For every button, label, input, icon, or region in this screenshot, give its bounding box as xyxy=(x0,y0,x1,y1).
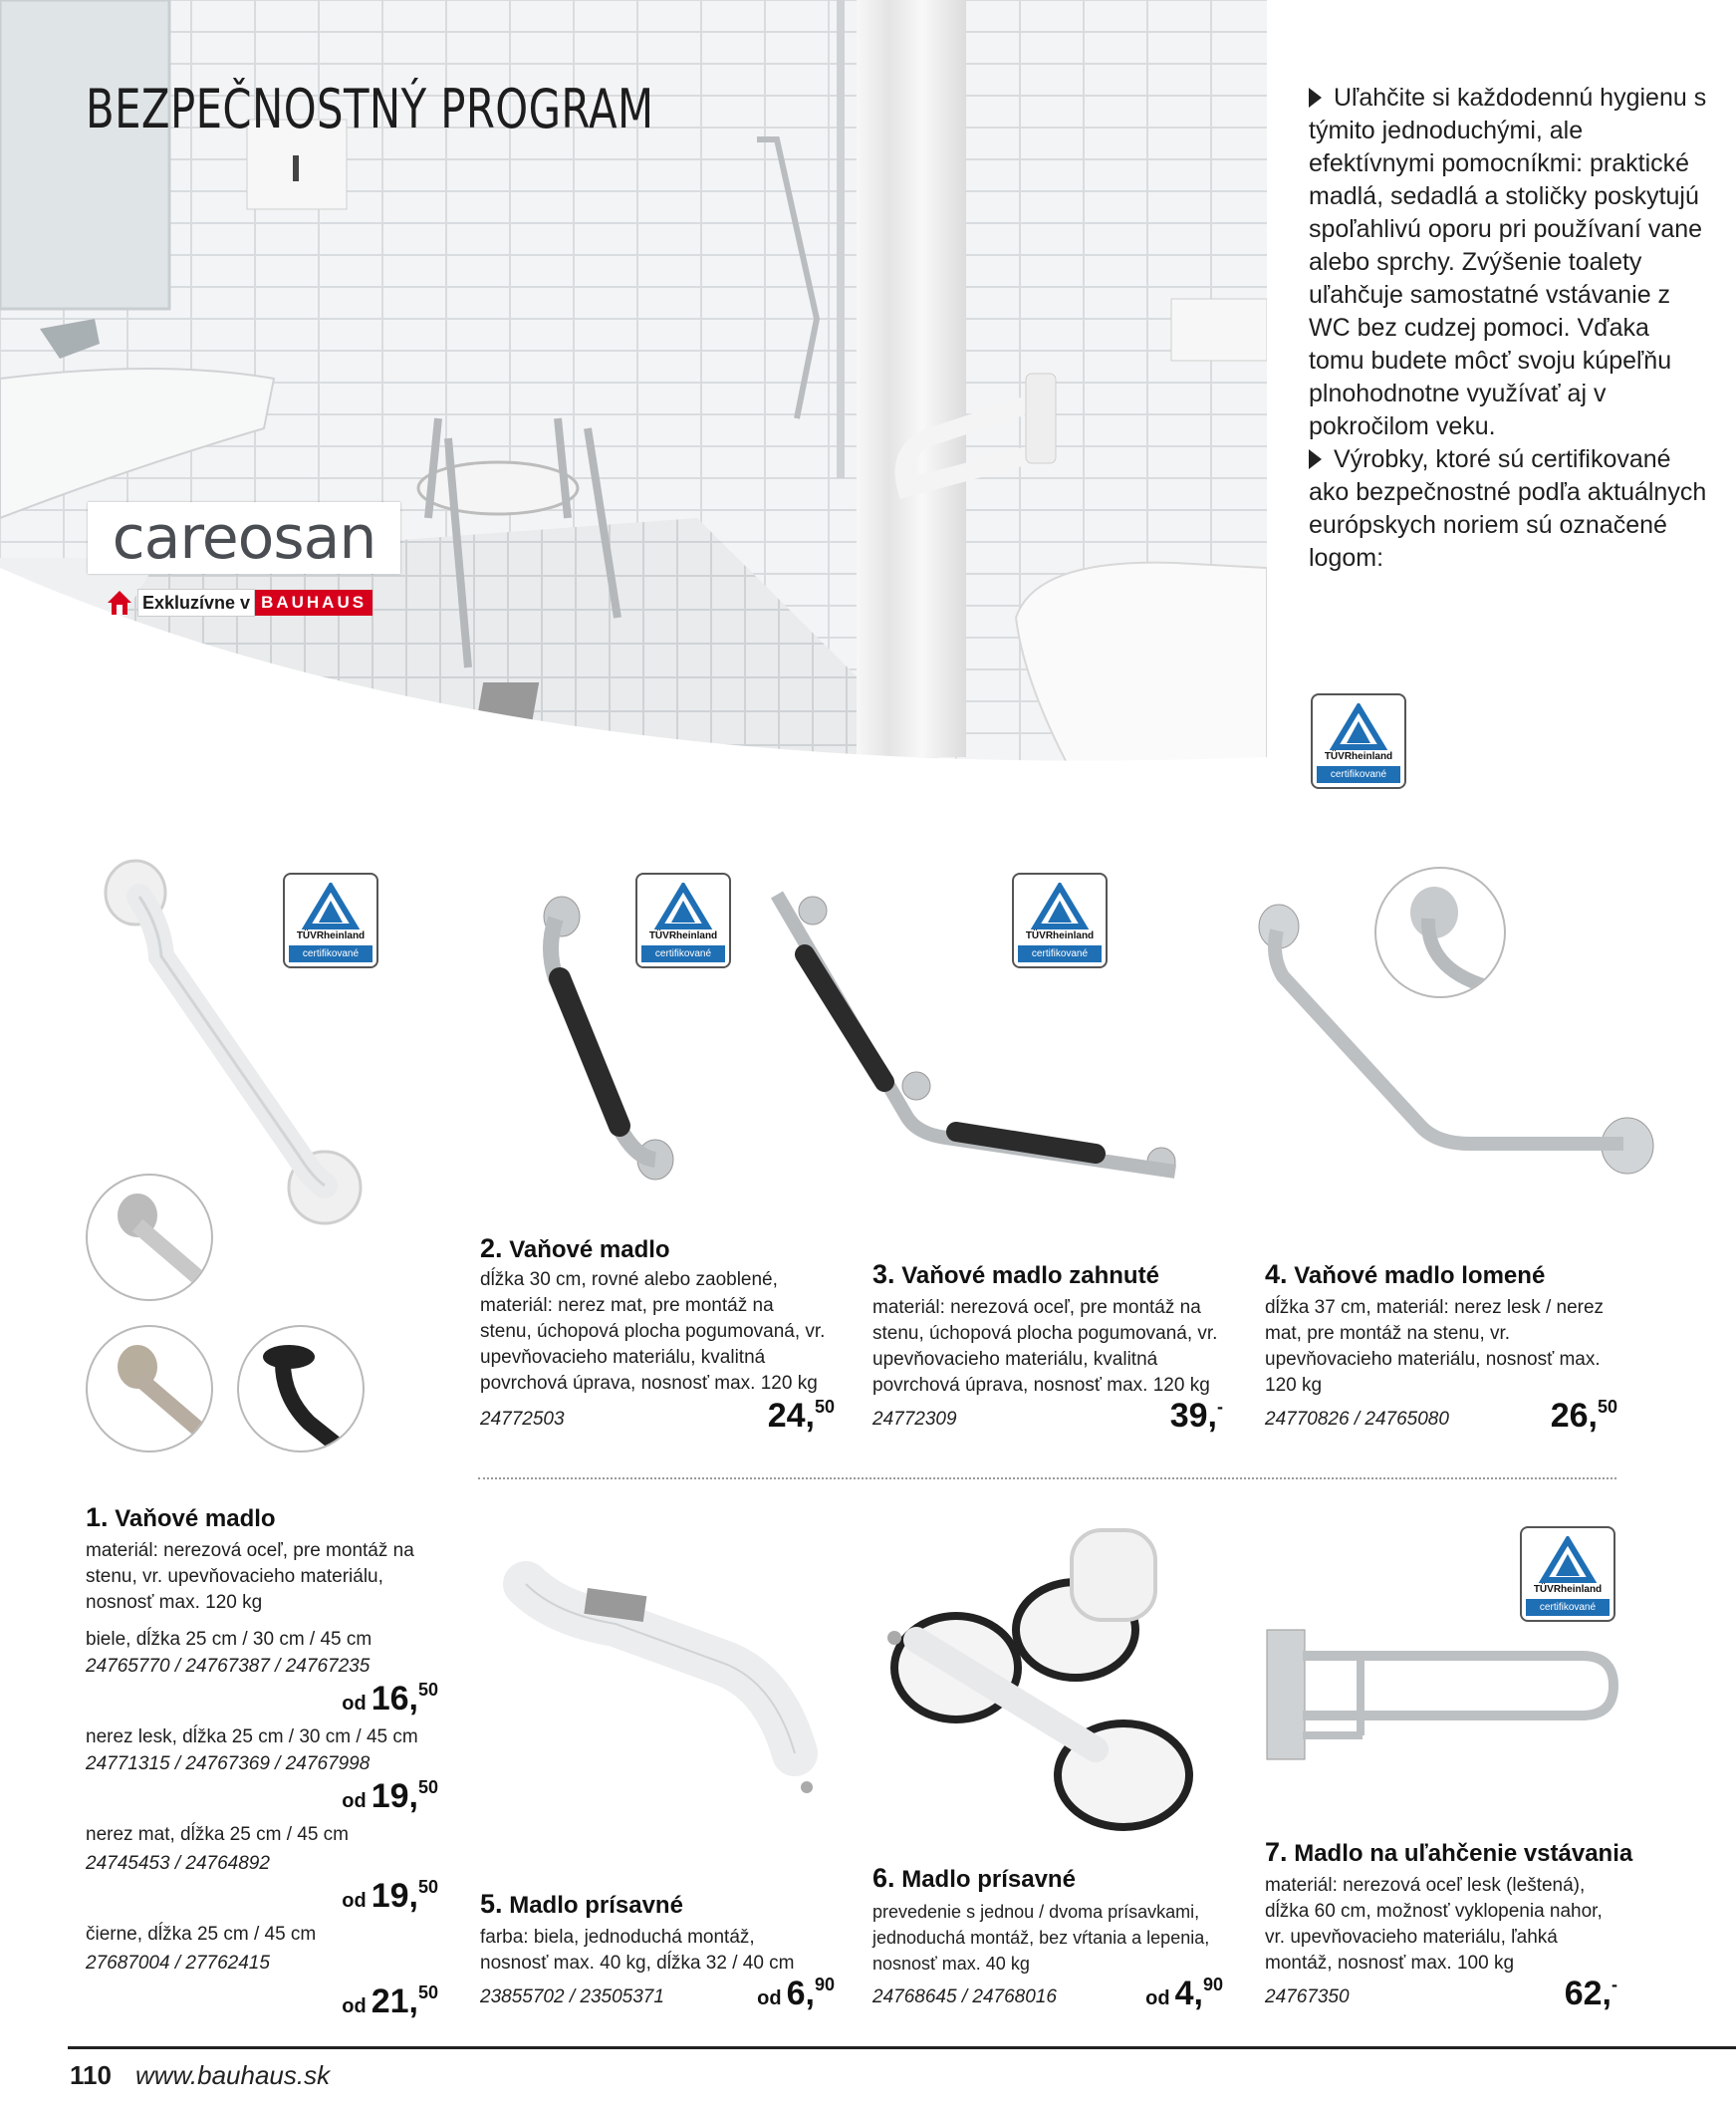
product-7-desc: materiál: nerezová oceľ lesk (leštená), dĺžka 60 cm, možnosť vyklopenia nahor, vr. upevňovacieho materiálu, ľahká montáž, nosnosť max. 100 kg xyxy=(1265,1875,1603,1974)
product-3-title: 3. Vaňové madlo zahnuté xyxy=(872,1259,1159,1289)
product-1-variant-price: od 19,50 xyxy=(342,1877,438,1915)
product-1-variant-label: čierne, dĺžka 25 cm / 45 cm xyxy=(86,1924,317,1945)
product-6-code: 24768645 / 24768016 xyxy=(872,1986,1057,2007)
product-5-price: od 6,90 xyxy=(757,1975,835,2012)
product-6-image xyxy=(876,1510,1205,1839)
tuv-certified-badge: TÜVRheinland certifikované xyxy=(1520,1526,1615,1622)
footer-url[interactable]: www.bauhaus.sk xyxy=(135,2060,331,2090)
product-2-code: 24772503 xyxy=(480,1409,565,1430)
product-1-detail-circle xyxy=(86,1174,213,1301)
intro-paragraph-1: Uľahčite si každodennú hygienu s týmito jednoduchými, ale efektívnymi pomocníkmi: praktické madlá, sedadlá a stoličky poskytujú spoľahlivú oporu pri používaní vane alebo sprchy. Zvýšenie toalety uľahčuje samostatné vstávanie z WC bez cudzej pomoci. Vďaka tomu budete môcť svoju kúpeľňu plnohodnotne využívať aj v pokročilom veku. xyxy=(1309,84,1707,440)
product-2-price: 24,50 xyxy=(767,1397,835,1435)
page-title: BEZPEČNOSTNÝ PROGRAM xyxy=(86,78,654,140)
product-5-desc: farba: biela, jednoduchá montáž, nosnosť max. 40 kg, dĺžka 32 / 40 cm xyxy=(480,1927,795,1974)
tuv-certified-badge: TÜVRheinland certifikované xyxy=(283,873,378,968)
product-1-variant-codes: 27687004 / 27762415 xyxy=(86,1953,270,1974)
product-2-desc: dĺžka 30 cm, rovné alebo zaoblené, materiál: nerez mat, pre montáž na stenu, úchopová plocha pogumovaná, vr. upevňovacieho materiálu, kvalitná povrchová úprava, nosnosť max. 120 kg xyxy=(480,1269,826,1394)
product-6-title: 6. Madlo prísavné xyxy=(872,1863,1076,1893)
product-3-desc: materiál: nerezová oceľ, pre montáž na stenu, úchopová plocha pogumovaná, vr. upevňovacieho materiálu, kvalitná povrchová úprava, nosnosť max. 120 kg xyxy=(872,1297,1218,1396)
intro-text xyxy=(1309,82,1707,575)
product-7-image xyxy=(1263,1624,1621,1773)
exclusive-badge xyxy=(106,588,372,618)
product-6-desc: prevedenie s jednou / dvoma prísavkami, jednoduchá montáž, bez vŕtania a lepenia, nosnosť max. 40 kg xyxy=(872,1902,1210,1974)
product-4-code: 24770826 / 24765080 xyxy=(1265,1409,1449,1430)
product-1-variant-label: biele, dĺžka 25 cm / 30 cm / 45 cm xyxy=(86,1629,372,1650)
brand-name: careosan xyxy=(112,503,376,573)
product-6-price: od 4,90 xyxy=(1145,1975,1223,2012)
tuv-triangle-icon xyxy=(1313,703,1404,751)
product-3-price: 39,- xyxy=(1169,1397,1223,1435)
product-1-detail-circle xyxy=(237,1325,365,1453)
product-1-variant-label: nerez lesk, dĺžka 25 cm / 30 cm / 45 cm xyxy=(86,1726,418,1747)
product-1-desc: materiál: nerezová oceľ, pre montáž na stenu, vr. upevňovacieho materiálu, nosnosť max. 120 kg xyxy=(86,1540,414,1613)
product-7-code: 24767350 xyxy=(1265,1986,1350,2007)
product-5-title: 5. Madlo prísavné xyxy=(480,1889,683,1919)
footer-rule xyxy=(68,2046,1736,2049)
product-5-image xyxy=(496,1554,835,1813)
product-1-detail-image xyxy=(88,1327,211,1451)
tuv-triangle-icon xyxy=(1522,1536,1613,1584)
section-divider xyxy=(478,1477,1616,1479)
tuv-certified-badge: TÜVRheinland certifikované xyxy=(635,873,731,968)
product-7-price: 62,- xyxy=(1564,1975,1617,2012)
product-1-variant-codes: 24771315 / 24767369 / 24767998 xyxy=(86,1753,371,1774)
product-1-variant-price: od 16,50 xyxy=(342,1680,438,1718)
triangle-bullet-icon xyxy=(1309,88,1322,108)
product-1-variant-label: nerez mat, dĺžka 25 cm / 45 cm xyxy=(86,1824,349,1845)
intro-paragraph-2: Výrobky, ktoré sú certifikované ako bezpečnostné podľa aktuálnych európskych noriem sú označené logom: xyxy=(1309,445,1707,572)
product-4-desc: dĺžka 37 cm, materiál: nerez lesk / nerez mat, pre montáž na stenu, vr. upevňovacieho materiálu, nosnosť max. 120 kg xyxy=(1265,1297,1605,1396)
triangle-bullet-icon xyxy=(1309,449,1322,469)
product-3-image xyxy=(757,887,1185,1205)
bauhaus-wordmark: BAUHAUS xyxy=(255,590,372,616)
product-1-title: 1. Vaňové madlo xyxy=(86,1502,276,1532)
product-4-detail-circle xyxy=(1374,867,1506,998)
product-1-variant-codes: 24745453 / 24764892 xyxy=(86,1853,270,1874)
tuv-certified-badge: TÜVRheinland certifikované xyxy=(1311,693,1406,789)
product-5-code: 23855702 / 23505371 xyxy=(480,1986,664,2007)
bauhaus-house-icon xyxy=(106,589,133,617)
product-1-detail-image xyxy=(88,1176,211,1299)
product-1-detail-image xyxy=(239,1327,363,1451)
product-7-title: 7. Madlo na uľahčenie vstávania xyxy=(1265,1837,1633,1867)
product-1-variant-codes: 24765770 / 24767387 / 24767235 xyxy=(86,1656,371,1677)
product-4-detail-image xyxy=(1376,869,1504,996)
product-3-code: 24772309 xyxy=(872,1409,957,1430)
tuv-certified-badge: TÜVRheinland certifikované xyxy=(1012,873,1108,968)
product-1-variant-price: od 21,50 xyxy=(342,1983,438,2020)
product-4-price: 26,50 xyxy=(1550,1397,1617,1435)
page-number: 110 xyxy=(70,2060,112,2090)
careosan-logo xyxy=(88,502,400,574)
product-2-image xyxy=(516,889,685,1197)
exclusive-label: Exkluzívne v xyxy=(137,589,255,617)
product-2-title: 2. Vaňové madlo xyxy=(480,1233,670,1263)
product-1-variant-price: od 19,50 xyxy=(342,1777,438,1815)
product-4-title: 4. Vaňové madlo lomené xyxy=(1265,1259,1546,1289)
product-1-detail-circle xyxy=(86,1325,213,1453)
